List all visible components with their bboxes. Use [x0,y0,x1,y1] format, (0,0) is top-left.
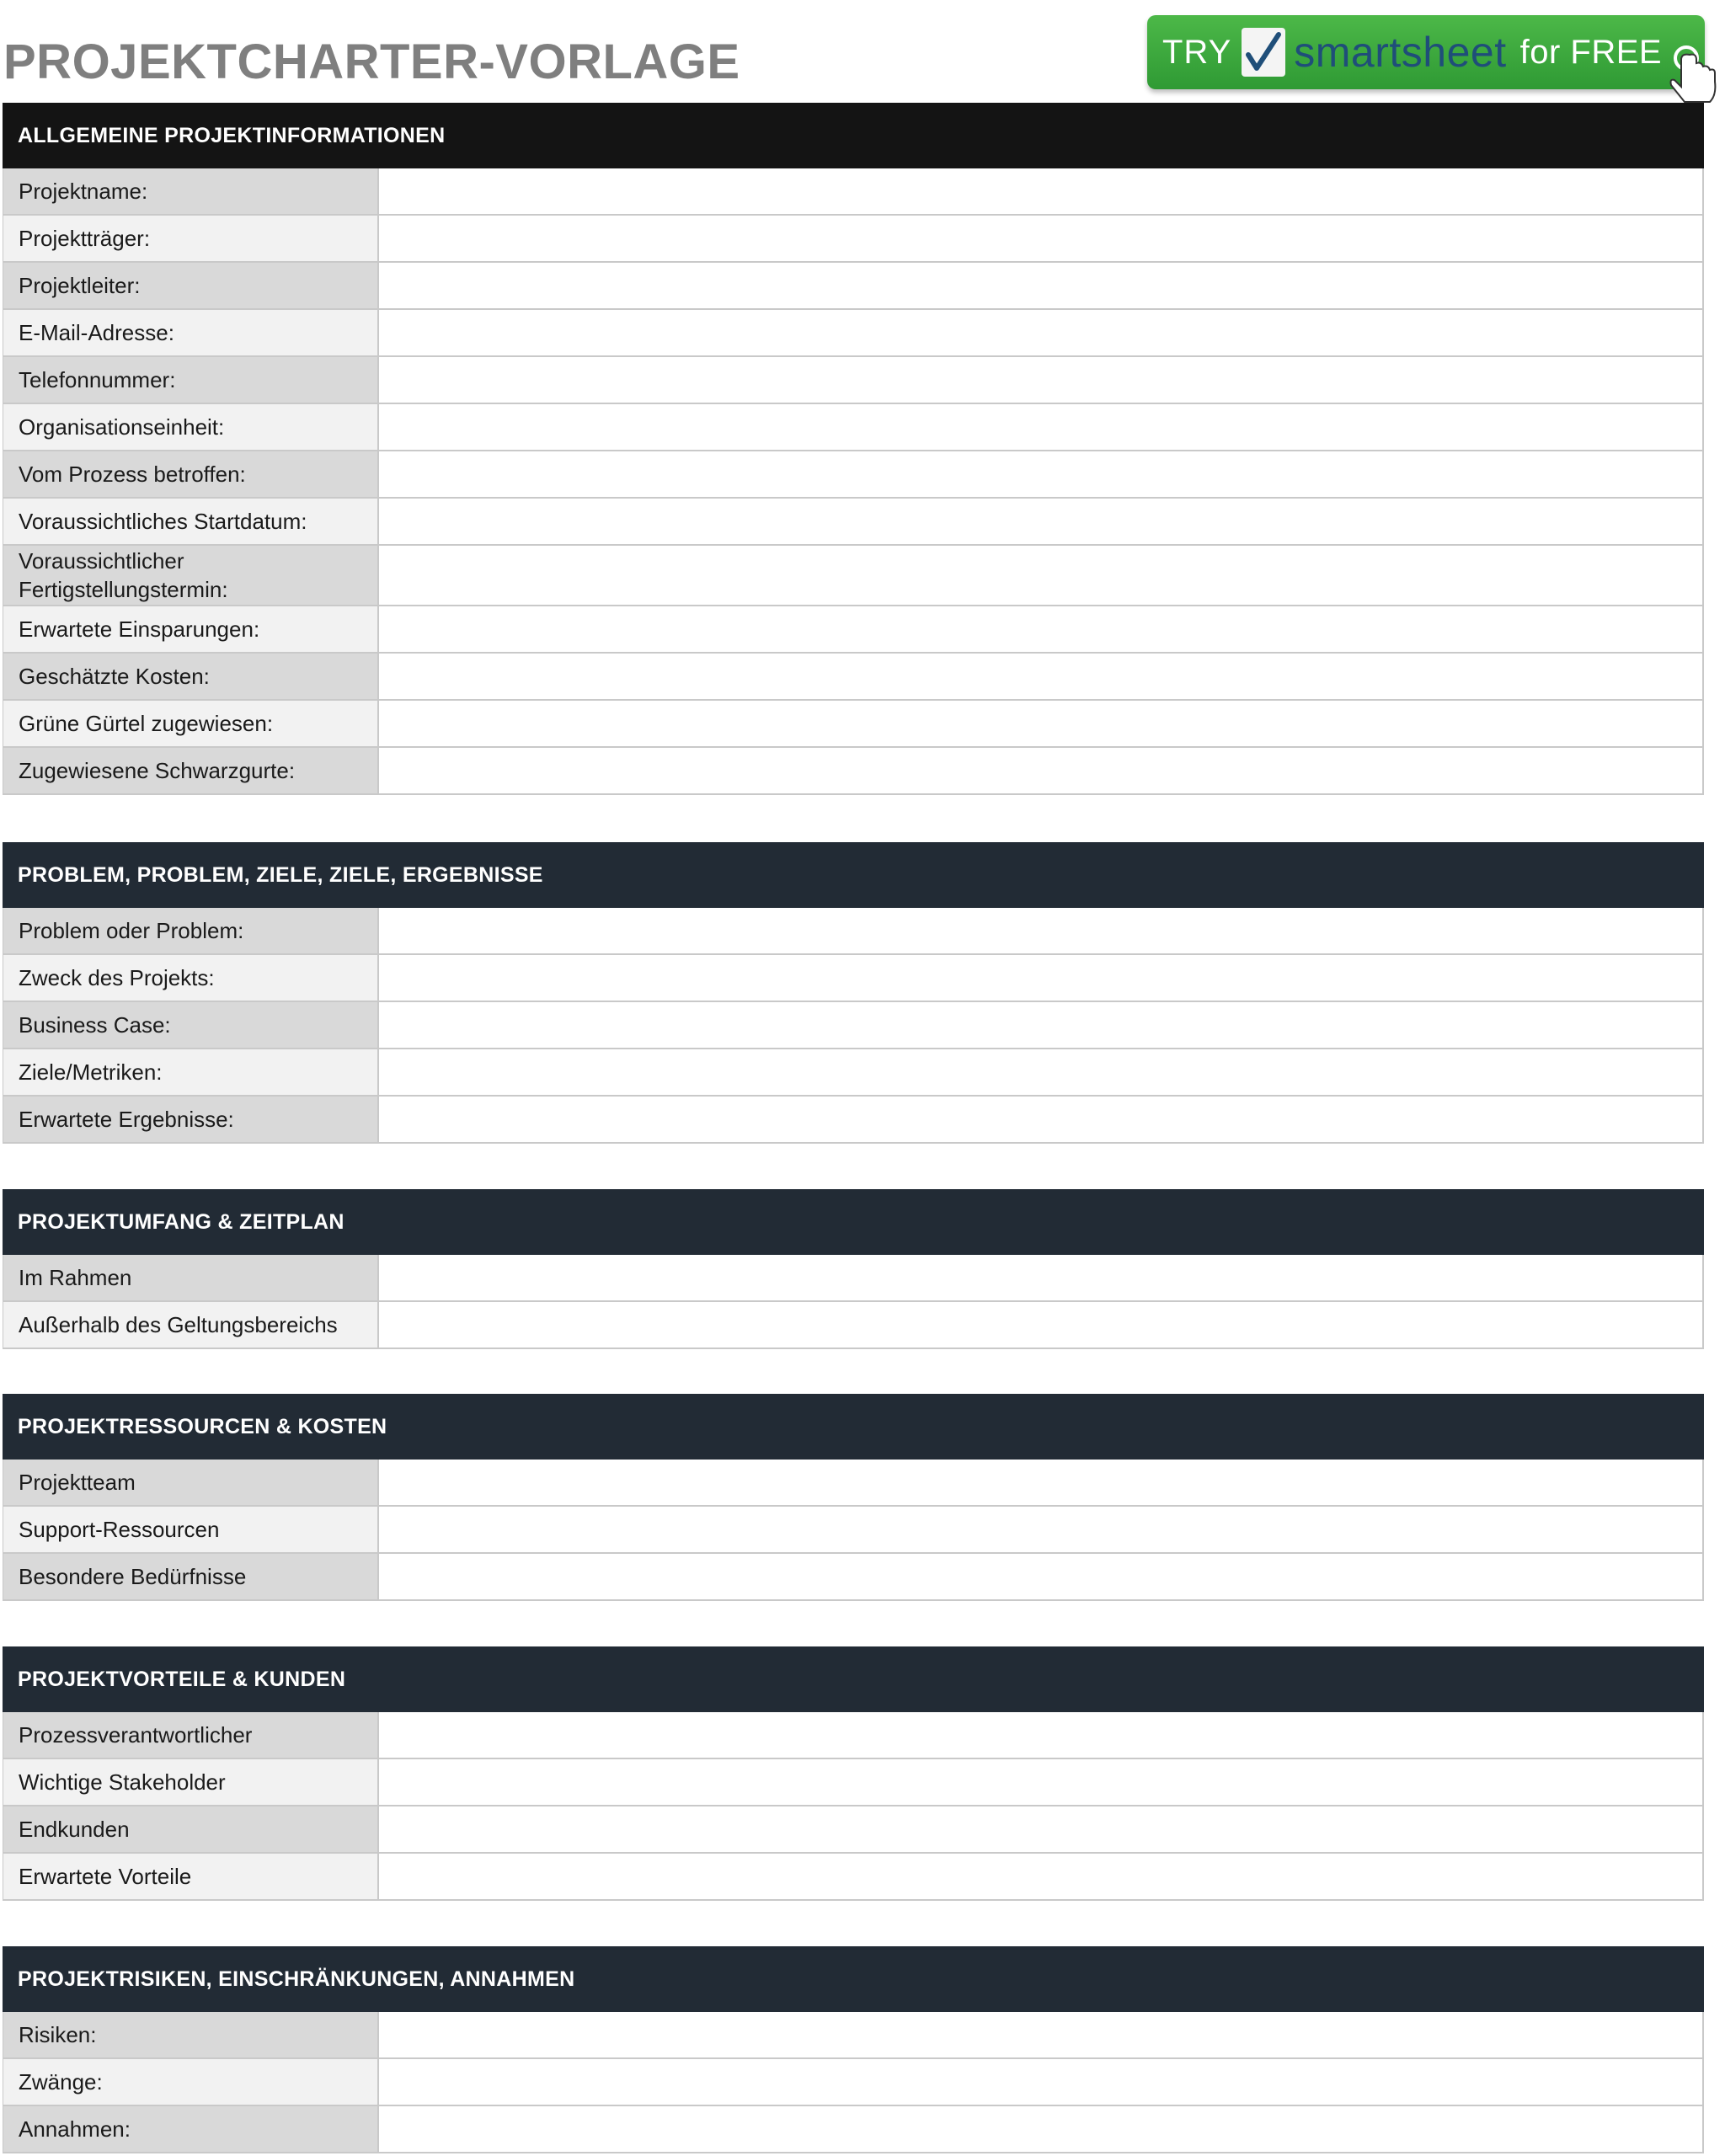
form-row [3,499,1704,546]
field-value-input[interactable] [379,216,1704,261]
field-label: Besondere Bedürfnisse [3,1554,379,1599]
field-value-input[interactable] [379,955,1704,1001]
field-label: Telefonnummer: [3,357,379,403]
field-label: Problem oder Problem: [3,908,379,953]
field-value-input[interactable] [379,1255,1704,1300]
promo-try-label: TRY [1162,33,1232,71]
field-label: Voraussichtliches Startdatum: [3,499,379,544]
form-row [3,2106,1704,2153]
form-row [3,451,1704,499]
pointer-hand-icon [1668,45,1722,109]
field-label: Im Rahmen [3,1255,379,1300]
form-row [3,1554,1704,1601]
form-row [3,216,1704,263]
field-label: Vom Prozess betroffen: [3,451,379,497]
form-row [3,1759,1704,1806]
field-label: Annahmen: [3,2106,379,2152]
field-label: Erwartete Vorteile [3,1854,379,1899]
field-value-input[interactable] [379,263,1704,308]
section-projektvorteile-kunden [3,1646,1704,1901]
field-label: Erwartete Ergebnisse: [3,1097,379,1142]
section-problem-ziele-ergebnisse [3,842,1704,1144]
field-value-input[interactable] [379,654,1704,699]
section-header: PROJEKTUMFANG & ZEITPLAN [3,1189,1704,1255]
field-label: Erwartete Einsparungen: [3,606,379,652]
field-value-input[interactable] [379,1460,1704,1505]
form-row [3,1806,1704,1854]
section-header: PROJEKTVORTEILE & KUNDEN [3,1646,1704,1712]
section-projektrisiken [3,1946,1704,2153]
section-projektressourcen-kosten [3,1394,1704,1601]
form-row [3,748,1704,795]
form-row [3,404,1704,451]
promo-brand-label: smartsheet [1294,29,1507,76]
field-value-input[interactable] [379,908,1704,953]
form-row [3,701,1704,748]
form-row [3,2012,1704,2059]
form-row [3,1854,1704,1901]
form-row [3,1002,1704,1049]
form-row [3,263,1704,310]
field-label: Wichtige Stakeholder [3,1759,379,1805]
page-title: PROJEKTCHARTER-VORLAGE [3,35,740,89]
field-value-input[interactable] [379,701,1704,746]
section-header: PROJEKTRISIKEN, EINSCHRÄNKUNGEN, ANNAHMEN [3,1946,1704,2012]
form-row [3,606,1704,654]
section-header: PROJEKTRESSOURCEN & KOSTEN [3,1394,1704,1460]
field-value-input[interactable] [379,606,1704,652]
form-row [3,310,1704,357]
field-value-input[interactable] [379,451,1704,497]
section-header: PROBLEM, PROBLEM, ZIELE, ZIELE, ERGEBNISSE [3,842,1704,908]
field-value-input[interactable] [379,2106,1704,2152]
field-label: Außerhalb des Geltungsbereichs [3,1302,379,1348]
field-value-input[interactable] [379,1759,1704,1805]
field-label: Projektleiter: [3,263,379,308]
field-value-input[interactable] [379,1554,1704,1599]
form-row [3,1460,1704,1507]
field-label: Projektname: [3,168,379,214]
field-value-input[interactable] [379,310,1704,355]
section-allgemeine-projektinformationen [3,103,1704,795]
field-label: Zugewiesene Schwarzgurte: [3,748,379,793]
try-smartsheet-button[interactable] [1147,15,1705,89]
field-label: Prozessverantwortlicher [3,1712,379,1758]
field-label: Voraussichtlicher Fertigstellungstermin: [3,546,379,605]
field-value-input[interactable] [379,357,1704,403]
form-row [3,1302,1704,1349]
field-label: Projektträger: [3,216,379,261]
field-value-input[interactable] [379,1854,1704,1899]
form-row [3,654,1704,701]
field-label: Projektteam [3,1460,379,1505]
field-label: Business Case: [3,1002,379,1048]
promo-free-label: for FREE [1519,33,1663,71]
form-row [3,1049,1704,1097]
field-value-input[interactable] [379,1302,1704,1348]
field-label: Zwänge: [3,2059,379,2105]
field-label: Ziele/Metriken: [3,1049,379,1095]
field-label: Grüne Gürtel zugewiesen: [3,701,379,746]
field-value-input[interactable] [379,168,1704,214]
field-value-input[interactable] [379,499,1704,544]
form-row [3,1097,1704,1144]
checkmark-icon [1242,28,1285,77]
section-header: ALLGEMEINE PROJEKTINFORMATIONEN [3,103,1704,168]
form-row [3,357,1704,404]
form-row [3,168,1704,216]
field-label: E-Mail-Adresse: [3,310,379,355]
form-row [3,546,1704,606]
form-row [3,1507,1704,1554]
form-row [3,1255,1704,1302]
field-value-input[interactable] [379,2059,1704,2105]
field-value-input[interactable] [379,1507,1704,1552]
field-value-input[interactable] [379,1806,1704,1852]
field-value-input[interactable] [379,546,1704,605]
field-value-input[interactable] [379,1097,1704,1142]
field-label: Endkunden [3,1806,379,1852]
form-row [3,1712,1704,1759]
form-row [3,2059,1704,2106]
field-value-input[interactable] [379,404,1704,450]
field-label: Support-Ressourcen [3,1507,379,1552]
field-value-input[interactable] [379,2012,1704,2057]
field-label: Zweck des Projekts: [3,955,379,1001]
form-row [3,955,1704,1002]
field-value-input[interactable] [379,1712,1704,1758]
form-row [3,908,1704,955]
field-label: Organisationseinheit: [3,404,379,450]
section-projektumfang-zeitplan [3,1189,1704,1349]
field-label: Geschätzte Kosten: [3,654,379,699]
field-value-input[interactable] [379,1049,1704,1095]
field-value-input[interactable] [379,1002,1704,1048]
field-value-input[interactable] [379,748,1704,793]
field-label: Risiken: [3,2012,379,2057]
